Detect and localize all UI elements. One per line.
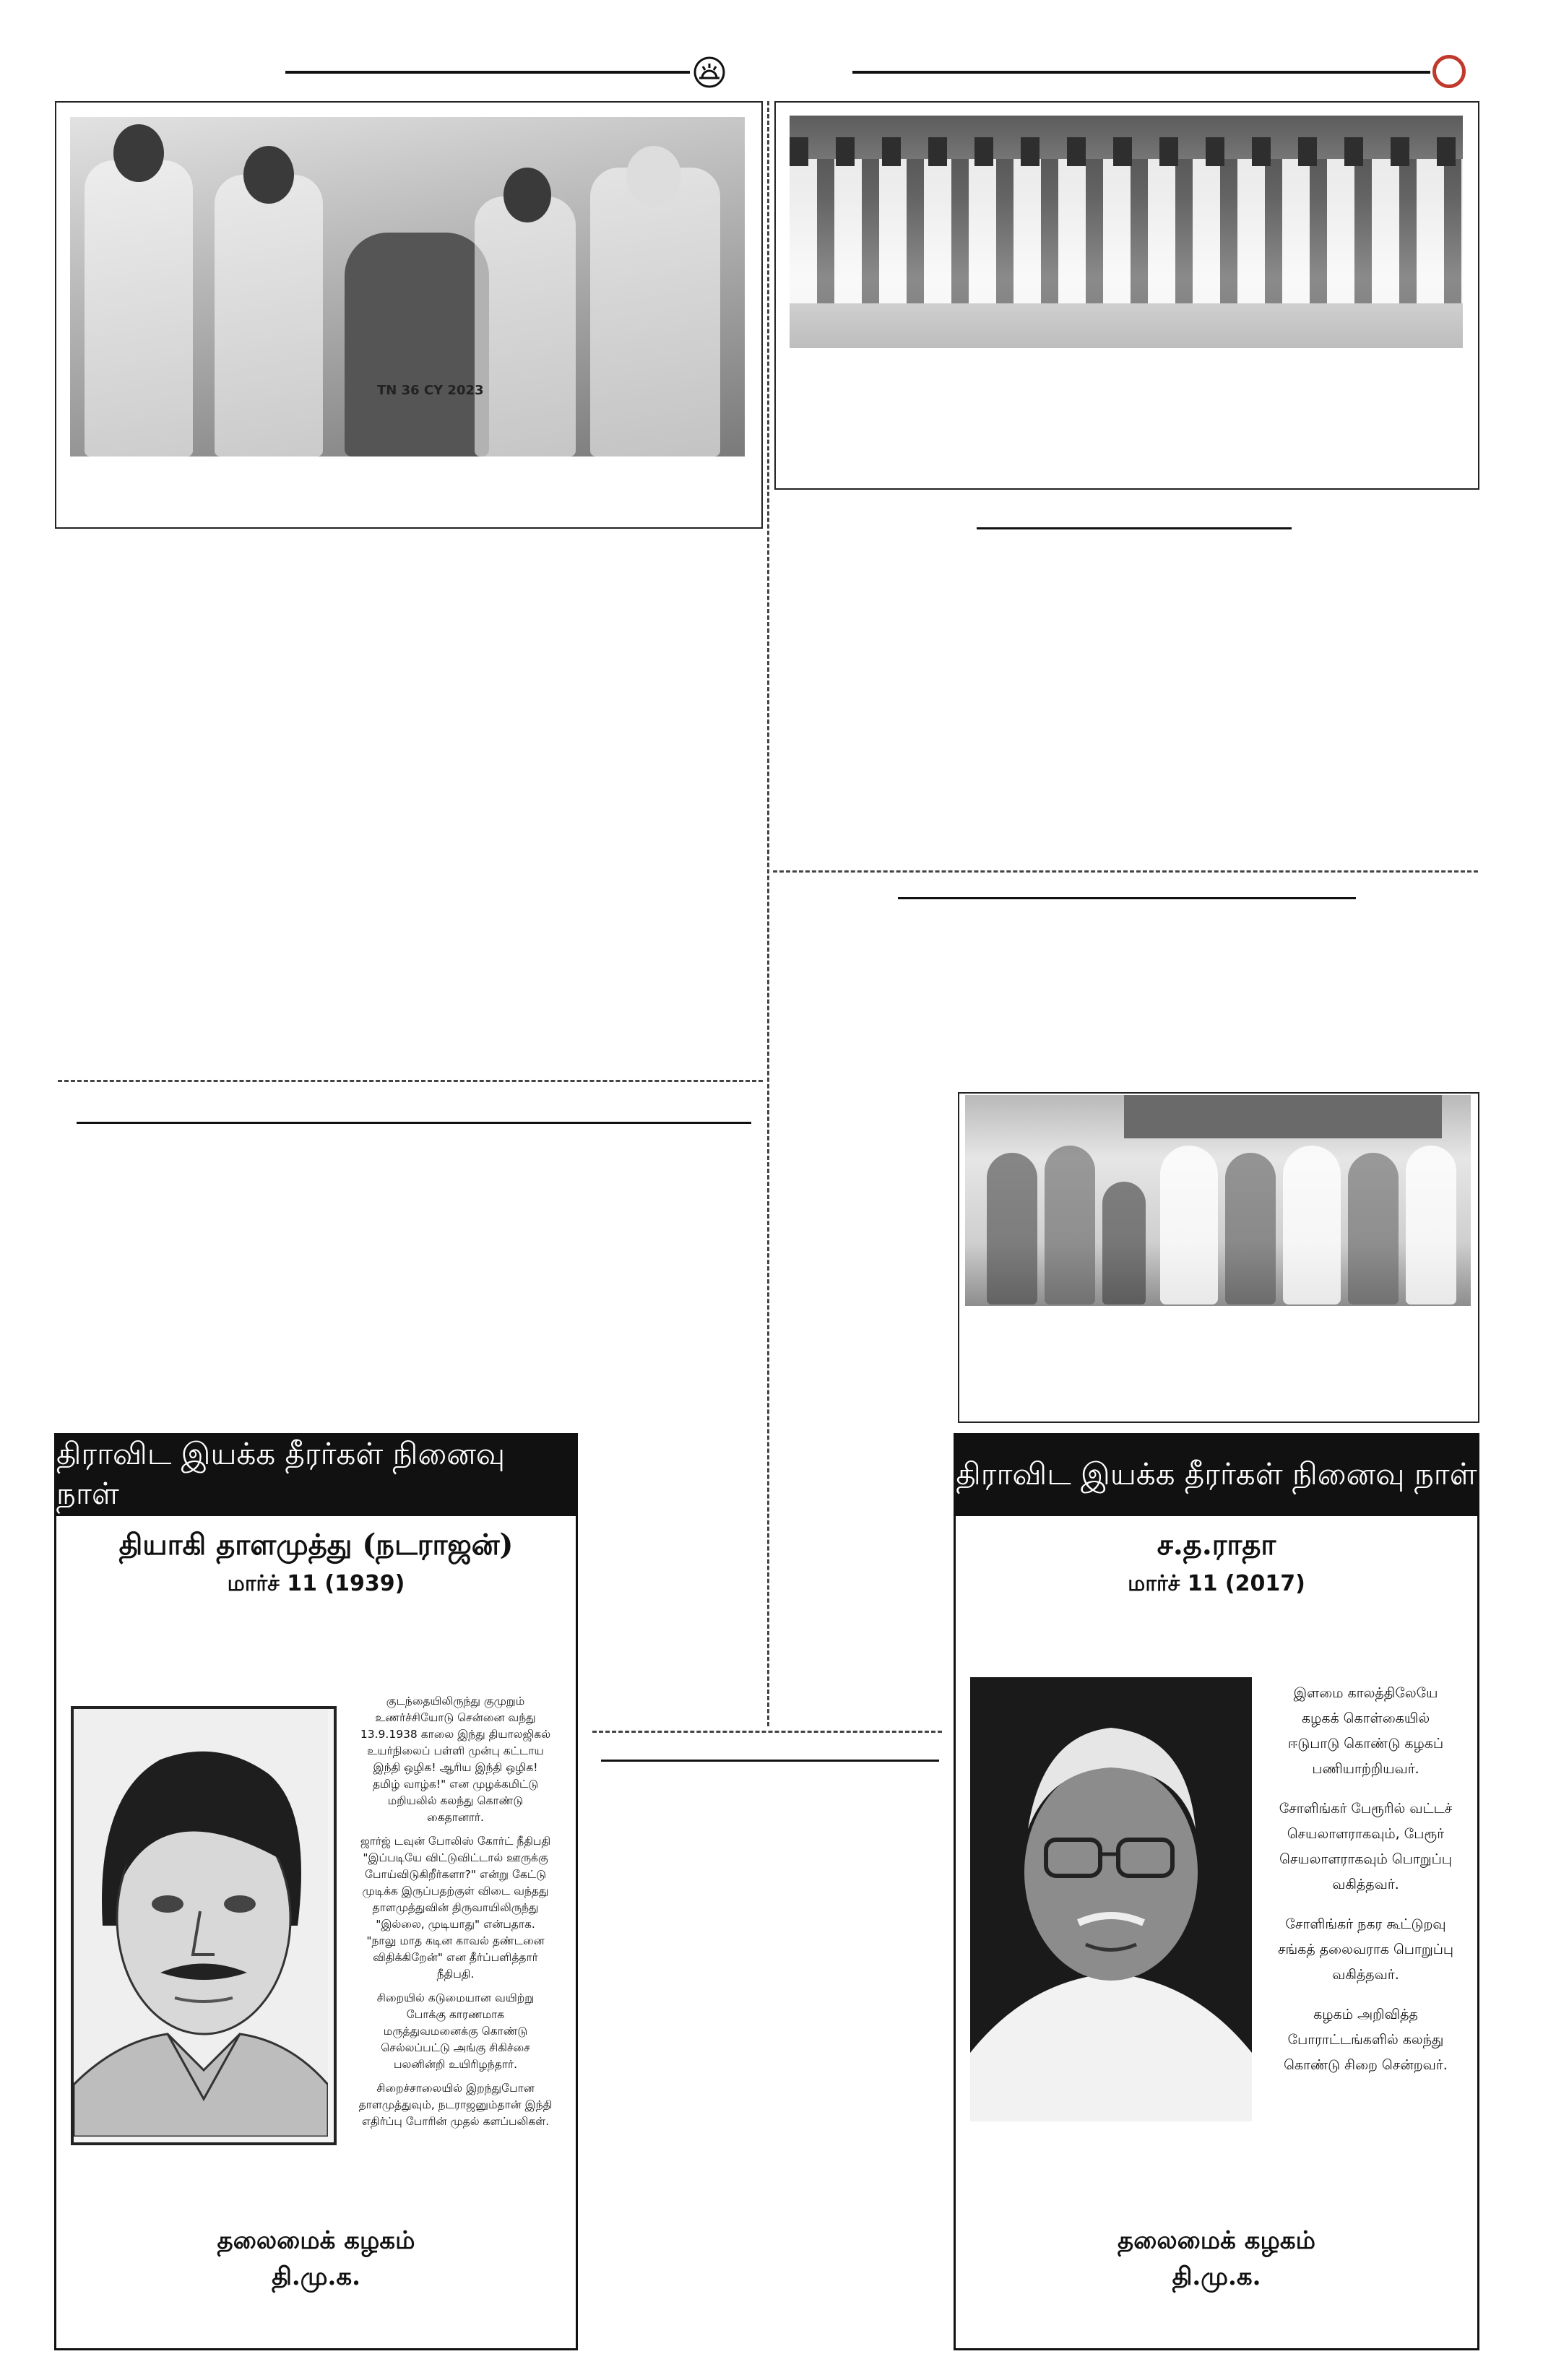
column-divider: [767, 101, 769, 1726]
photo-bike-distribution: [70, 117, 745, 456]
red-circle-icon: [1432, 55, 1466, 88]
divider-center: [592, 1731, 942, 1733]
memorial-name: ச.த.ராதா: [1157, 1528, 1276, 1562]
memorial-date: மார்ச் 11 (2017): [1128, 1571, 1305, 1596]
header-rule-left: [285, 71, 690, 74]
portrait-photo: [970, 1677, 1252, 2121]
memorial-banner: திராவிட இயக்க தீரர்கள் நினைவு நாள்: [56, 1435, 576, 1516]
memorial-name: தியாகி தாளமுத்து (நடராஜன்): [118, 1528, 514, 1562]
photo-seated-meeting: [790, 116, 1463, 348]
memorial-bio: குடந்தையிலிருந்து குமுறும் உணர்ச்சியோடு சென்னை வந்து 13.9.1938 காலை இந்து தியாலஜிகல் உயர்நிலைப் பள்ளி முன்பு கட்டாய இந்தி ஒழிக! ஆரிய இந்தி ஒழிக! தமிழ் வாழ்க!" என முழக்கமிட்டு மறியலில் கலந்து கொண்டு கைதானார். ஜார்ஜ் டவுன் போலிஸ் கோர்ட் நீதிபதி "இப்படியே விட்டுவிட்டால் ஊருக்கு போய்விடுகிறீர்களா?" என்று கேட்டு முடிக்க இருப்பதற்குள் விடை வந்தது தாளமுத்துவின் திருவாயிலிருந்து "இல்லை, முடியாது" என்பதாக. "நாலு மாத கடின காவல் தண்டனை விதிக்கிறேன்" என தீர்ப்பளித்தார் நீதிபதி. சிறையில் கடுமையான வயிற்று போக்கு காரணமாக மருத்துவமனைக்கு கொண்டு செல்லப்பட்டு அங்கு சிகிச்சை பலனின்றி உயிரிழந்தார். சிறைச்சாலையில் இறந்துபோன தாளமுத்துவும், நடராஜனும்தான் இந்தி எதிர்ப்பு போரின் முதல் களப்பலிகள்.: [358, 1695, 553, 2128]
memorial-footer: தலைமைக் கழகம் தி.மு.க.: [1118, 2226, 1315, 2291]
divider-left-1: [58, 1080, 763, 1082]
memorial-date: மார்ச் 11 (1939): [227, 1571, 405, 1596]
memorial-card-left: [54, 1433, 578, 2350]
rising-sun-emblem-icon: [693, 56, 725, 88]
photo-award-stage: [965, 1095, 1471, 1306]
memorial-footer: தலைமைக் கழகம் தி.மு.க.: [217, 2226, 415, 2291]
headline-rule-right-2: [898, 897, 1356, 899]
header-rule-right: [852, 71, 1430, 74]
memorial-bio: இளமை காலத்திலேயே கழகக் கொள்கையில் ஈடுபாடு கொண்டு கழகப் பணியாற்றியவர். சோளிங்கர் பேரூரில் வட்டச் செயலாளராகவும், பேரூர் செயலாளராகவும் பொறுப்பு வகித்தவர். சோளிங்கர் நகர கூட்டுறவு சங்கத் தலைவராக பொறுப்பு வகித்தவர். கழகம் அறிவித்த போராட்டங்களில் கலந்து கொண்டு சிறை சென்றவர்.: [1278, 1685, 1453, 2073]
vehicle-plate: TN 36 CY 2023: [377, 383, 484, 398]
headline-rule-left-1: [77, 1122, 751, 1124]
headline-rule-right-1: [977, 527, 1292, 529]
headline-rule-center: [601, 1760, 939, 1762]
memorial-card-right: [954, 1433, 1479, 2350]
divider-right-1: [773, 870, 1478, 873]
portrait-sketch: [71, 1706, 337, 2145]
memorial-banner: திராவிட இயக்க தீரர்கள் நினைவு நாள்: [956, 1435, 1477, 1516]
